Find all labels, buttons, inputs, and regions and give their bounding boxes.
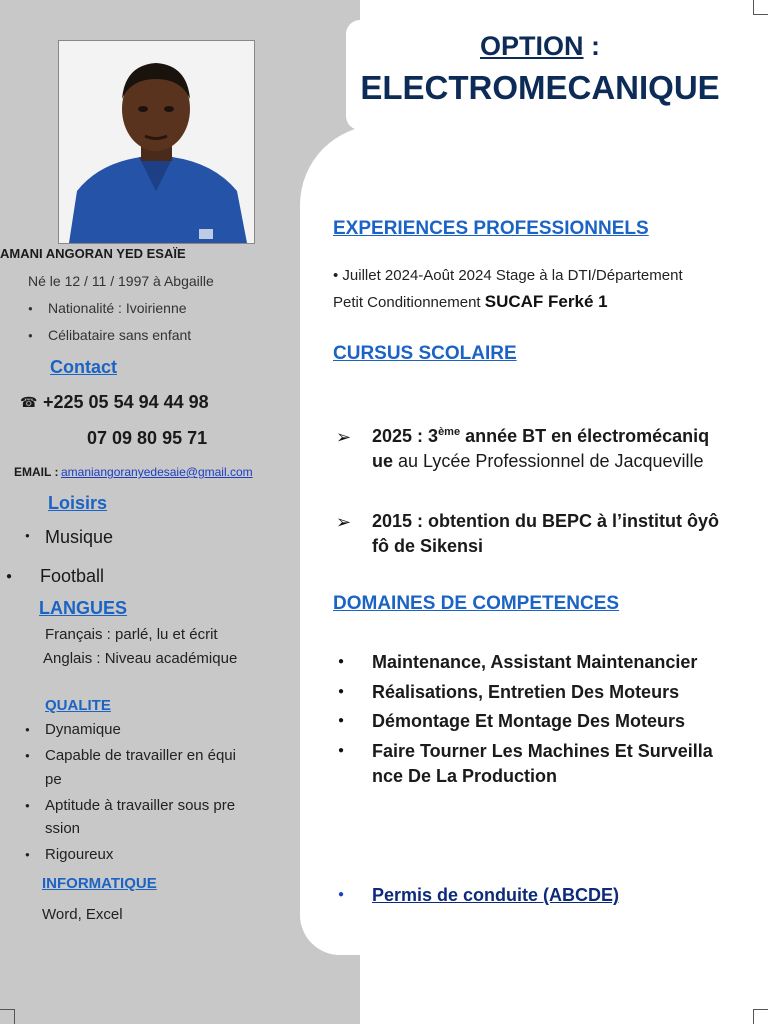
cursus-text: année BT en électromécaniq [460, 426, 710, 446]
informatique-text: Word, Excel [42, 906, 123, 923]
experience-company: SUCAF Ferké 1 [484, 292, 608, 311]
person-name: AMANI ANGORAN YED ESAÏE [0, 246, 186, 261]
cursus-text: au Lycée Professionnel de Jacqueville [393, 451, 704, 471]
experience-line [333, 292, 608, 312]
competence-item: Faire Tourner Les Machines Et Surveilla [372, 741, 713, 761]
cursus-text: ue [372, 451, 394, 471]
phone-number-1: +225 05 54 94 44 98 [43, 392, 209, 412]
langue-line: Anglais : Niveau académique [43, 650, 238, 667]
email-label: EMAIL : [14, 465, 59, 479]
bullet-icon: ● [6, 571, 13, 582]
experiences-heading: EXPERIENCES PROFESSIONNELS [333, 218, 649, 239]
option-title [340, 30, 740, 110]
bullet-icon: ● [338, 656, 345, 667]
competence-item: Maintenance, Assistant Maintenancier [372, 652, 698, 672]
cursus-item-line [372, 426, 709, 447]
competence-item: Démontage Et Montage Des Moteurs [372, 711, 686, 731]
phone-icon: ☎ [20, 394, 38, 410]
cursus-item-line: 2015 : obtention du BEPC à l’institut ôyô [372, 511, 720, 531]
bullet-icon: ● [338, 715, 345, 726]
qualite-item: ● Aptitude à travailler sous pre [45, 797, 235, 814]
crop-mark-bottom-left [0, 1009, 15, 1024]
experience-line: • Juillet 2024-Août 2024 Stage à la DTI/Département [333, 267, 683, 284]
arrow-bullet-icon: ➢ [336, 427, 352, 447]
competences-heading: DOMAINES DE COMPETENCES [333, 593, 620, 614]
bullet-icon: ● [338, 686, 345, 697]
qualite-item-continued: pe [45, 771, 62, 788]
crop-mark-bottom-right [753, 1009, 768, 1024]
loisir-item: Football [40, 566, 105, 586]
qualite-item: ● Rigoureux [45, 846, 113, 863]
phone-number-2: 07 09 80 95 71 [87, 428, 208, 448]
nationality-item: ● Nationalité : Ivoirienne [48, 300, 187, 316]
langue-line: Français : parlé, lu et écrit [45, 626, 218, 643]
loisir-item: ● Musique [45, 527, 113, 548]
contact-heading: Contact [50, 357, 117, 377]
crop-mark-top-right [753, 0, 768, 15]
experience-text: Petit Conditionnement [333, 294, 485, 311]
cursus-year: 2025 : 3 [372, 426, 439, 446]
portrait-illustration [59, 41, 254, 243]
arrow-bullet-icon: ➢ [336, 512, 352, 532]
cursus-heading: CURSUS SCOLAIRE [333, 343, 517, 364]
cursus-item-line: fô de Sikensi [372, 536, 484, 556]
qualite-item: ● Capable de travailler en équi [45, 747, 236, 764]
qualite-item: ● Dynamique [45, 721, 121, 738]
competence-item: Réalisations, Entretien Des Moteurs [372, 682, 680, 702]
option-value: ELECTROMECANIQUE [360, 69, 720, 106]
cursus-superscript: ème [438, 426, 461, 438]
status-item: ● Célibataire sans enfant [48, 327, 191, 343]
option-colon: : [583, 31, 600, 61]
langues-heading: LANGUES [39, 598, 128, 618]
qualite-heading: QUALITE [45, 697, 111, 714]
profile-photo [58, 40, 255, 244]
cursus-item-line [372, 451, 704, 472]
birth-info: Né le 12 / 11 / 1997 à Abgaille [28, 273, 214, 289]
competence-item-continued: nce De La Production [372, 766, 558, 786]
option-label: OPTION [479, 31, 584, 61]
email-link[interactable]: amaniangoranyedesaie@gmail.com [61, 465, 253, 479]
bullet-icon: ● [338, 745, 345, 756]
permis-link: Permis de conduite (ABCDE) [372, 885, 620, 905]
bullet-icon: ● [338, 889, 345, 900]
loisirs-heading: Loisirs [48, 493, 108, 513]
informatique-heading: INFORMATIQUE [42, 875, 157, 892]
qualite-item-continued: ssion [45, 820, 81, 837]
main-panel [300, 125, 768, 955]
